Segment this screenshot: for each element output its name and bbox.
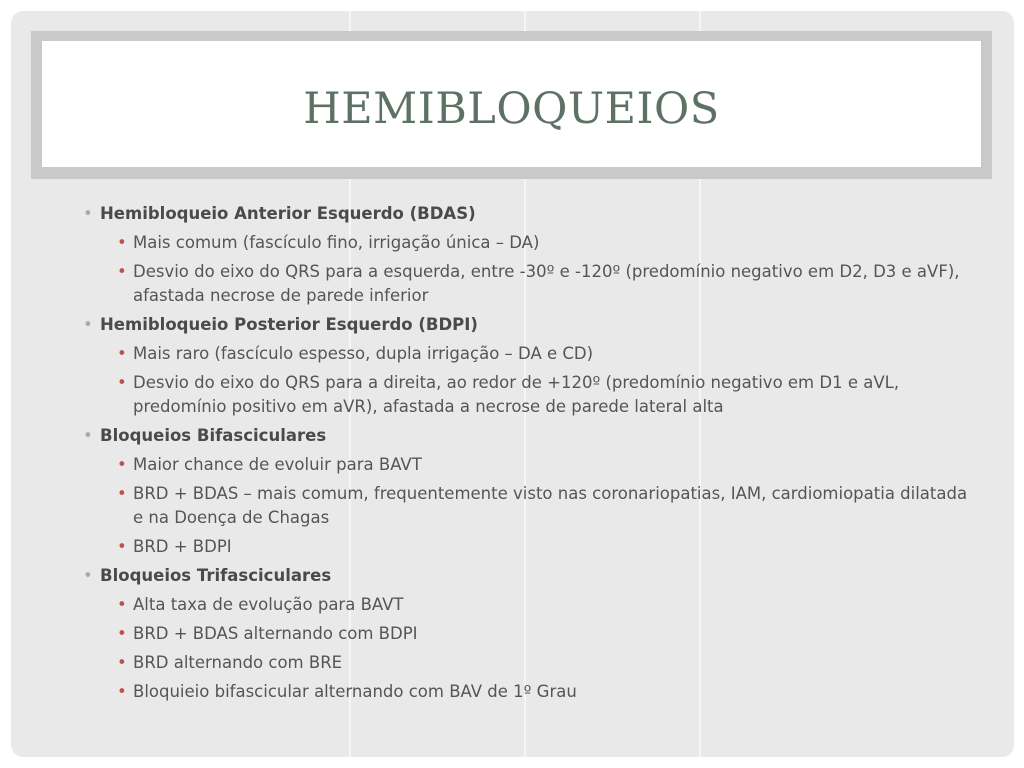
list-item-text: BRD + BDAS alternando com BDPI — [133, 624, 418, 643]
bullet-icon: • — [117, 653, 127, 672]
list-item — [73, 535, 978, 559]
bullet-icon: • — [117, 455, 127, 474]
bullet-icon: • — [117, 344, 127, 363]
bullet-icon: • — [83, 204, 93, 223]
list-item-text: BRD + BDPI — [133, 537, 232, 556]
bullet-icon: • — [117, 624, 127, 643]
list-item — [73, 260, 978, 308]
list-item-text: Desvio do eixo do QRS para a esquerda, entre -30º e -120º (predomínio negativo em D2, D3 e aVF), afastada necrose de parede inferior — [133, 262, 960, 305]
section-heading — [73, 424, 978, 448]
list-item — [73, 453, 978, 477]
bullet-icon: • — [117, 262, 127, 281]
section-heading — [73, 202, 978, 226]
list-item-text: Bloquieio bifascicular alternando com BAV de 1º Grau — [133, 682, 577, 701]
section-heading-text: Hemibloqueio Anterior Esquerdo (BDAS) — [100, 204, 476, 223]
section-heading — [73, 564, 978, 588]
list-item — [73, 231, 978, 255]
list-item-text: BRD + BDAS – mais comum, frequentemente visto nas coronariopatias, IAM, cardiomiopatia dilatada e na Doença de Chagas — [133, 484, 968, 527]
bullet-icon: • — [117, 233, 127, 252]
list-item-text: Mais comum (fascículo fino, irrigação única – DA) — [133, 233, 540, 252]
bullet-icon: • — [83, 426, 93, 445]
list-item-text: Alta taxa de evolução para BAVT — [133, 595, 404, 614]
section-heading-text: Bloqueios Bifasciculares — [100, 426, 327, 445]
section-heading-text: Hemibloqueio Posterior Esquerdo (BDPI) — [100, 315, 478, 334]
title-box — [42, 41, 981, 167]
list-item-text: Desvio do eixo do QRS para a direita, ao redor de +120º (predomínio negativo em D1 e aVL, predomínio positivo em aVR), afastada a necrose de parede lateral alta — [133, 373, 900, 416]
bullet-icon: • — [83, 566, 93, 585]
list-item-text: BRD alternando com BRE — [133, 653, 343, 672]
list-item — [73, 342, 978, 366]
bullet-icon: • — [117, 595, 127, 614]
bullet-icon: • — [117, 373, 127, 392]
list-item-text: Maior chance de evoluir para BAVT — [133, 455, 422, 474]
bullet-icon: • — [117, 682, 127, 701]
list-item — [73, 593, 978, 617]
section-heading — [73, 313, 978, 337]
bullet-icon: • — [117, 537, 127, 556]
list-item — [73, 651, 978, 675]
list-item — [73, 680, 978, 704]
bullet-icon: • — [83, 315, 93, 334]
bullet-list — [73, 202, 978, 709]
list-item — [73, 622, 978, 646]
bullet-icon: • — [117, 484, 127, 503]
slide — [11, 11, 1014, 757]
list-item — [73, 371, 978, 419]
section-heading-text: Bloqueios Trifasciculares — [100, 566, 332, 585]
list-item — [73, 482, 978, 530]
slide-title: HEMIBLOQUEIOS — [303, 84, 720, 134]
list-item-text: Mais raro (fascículo espesso, dupla irrigação – DA e CD) — [133, 344, 594, 363]
